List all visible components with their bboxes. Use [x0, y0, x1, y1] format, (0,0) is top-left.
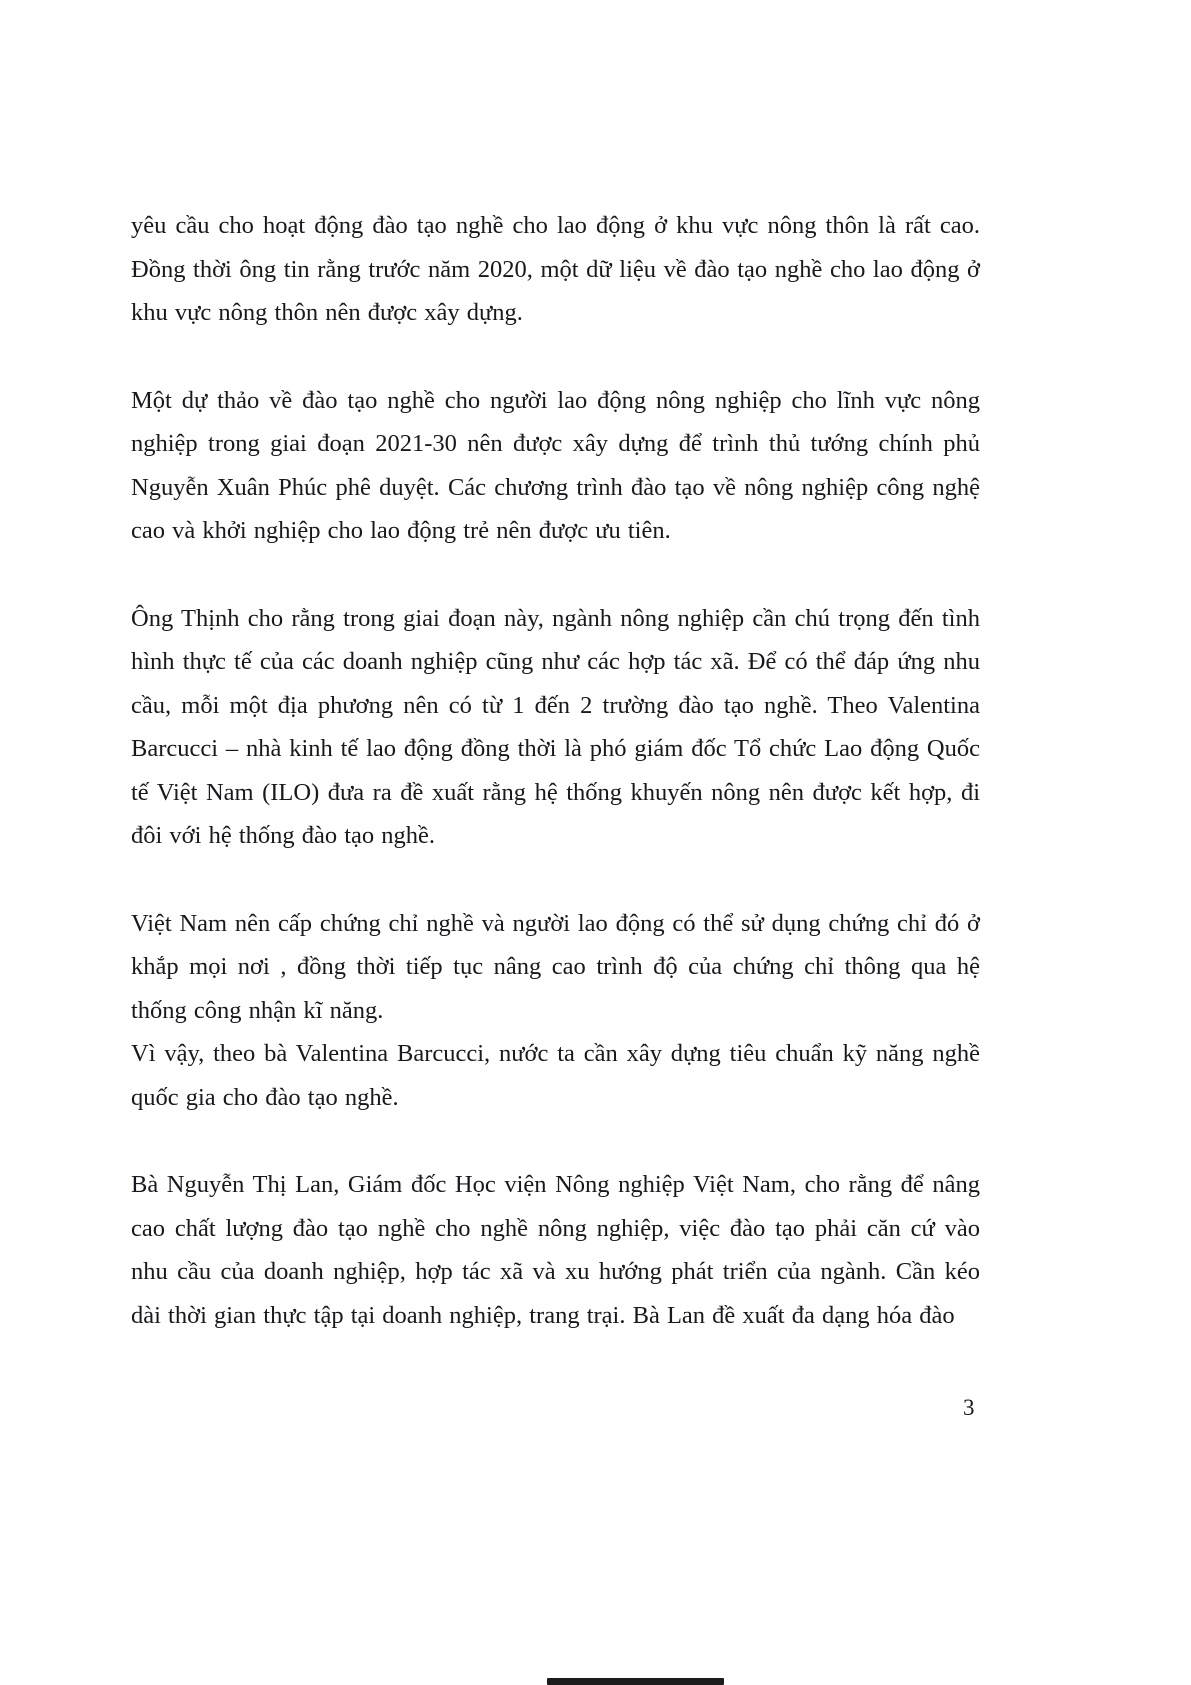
- paragraph: Ông Thịnh cho rằng trong giai đoạn này, ngành nông nghiệp cần chú trọng đến tình hình thực tế của các doanh nghiệp cũng như các hợp tác xã. Để có thể đáp ứng nhu cầu, mỗi một địa phương nên có từ 1 đến 2 trường đào tạo nghề. Theo Valentina Barcucci – nhà kinh tế lao động đồng thời là phó giám đốc Tổ chức Lao động Quốc tế Việt Nam (ILO) đưa ra đề xuất rằng hệ thống khuyến nông nên được kết hợp, đi đôi với hệ thống đào tạo nghề.: [131, 604, 980, 849]
- paragraph: Một dự thảo về đào tạo nghề cho người lao động nông nghiệp cho lĩnh vực nông nghiệp trong giai đoạn 2021-30 nên được xây dựng để trình thủ tướng chính phủ Nguyễn Xuân Phúc phê duyệt. Các chương trình đào tạo về nông nghiệp công nghệ cao và khởi nghiệp cho lao động trẻ nên được ưu tiên.: [131, 386, 980, 544]
- paragraph: yêu cầu cho hoạt động đào tạo nghề cho lao động ở khu vực nông thôn là rất cao. Đồng thời ông tin rằng trước năm 2020, một dữ liệu về đào tạo nghề cho lao động ở khu vực nông thôn nên được xây dựng.: [131, 212, 980, 326]
- paragraph: Bà Nguyễn Thị Lan, Giám đốc Học viện Nông nghiệp Việt Nam, cho rằng để nâng cao chất lượng đào tạo nghề cho nghề nông nghiệp, việc đào tạo phải căn cứ vào nhu cầu của doanh nghiệp, hợp tác xã và xu hướng phát triển của ngành. Cần kéo dài thời gian thực tập tại doanh nghiệp, trang trại. Bà Lan đề xuất đa dạng hóa đào: [131, 1171, 980, 1329]
- paragraph: Vì vậy, theo bà Valentina Barcucci, nước ta cần xây dựng tiêu chuẩn kỹ năng nghề quốc gia cho đào tạo nghề.: [131, 1040, 980, 1111]
- page-number: 3: [963, 1395, 975, 1420]
- page-body-text: [131, 204, 980, 1381]
- paragraph: Việt Nam nên cấp chứng chỉ nghề và người lao động có thể sử dụng chứng chỉ đó ở khắp mọi nơi , đồng thời tiếp tục nâng cao trình độ của chứng chỉ thông qua hệ thống công nhận kĩ năng.: [131, 909, 980, 1024]
- bottom-edge-bar: [547, 1678, 724, 1685]
